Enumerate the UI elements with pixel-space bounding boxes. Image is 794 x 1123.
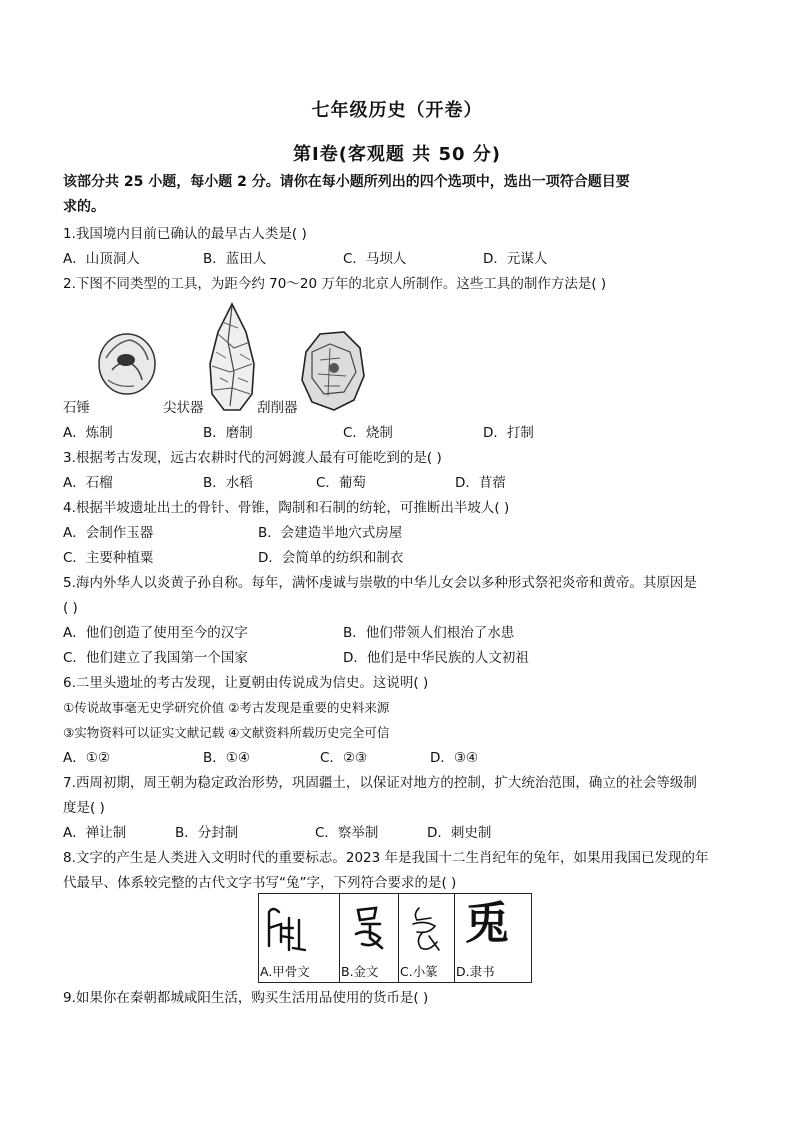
q1-option-d[interactable]: D．元谋人 <box>483 251 548 267</box>
small-seal-rabbit-glyph <box>399 898 454 962</box>
q1-option-c[interactable]: C．马坝人 <box>343 251 407 267</box>
stone-hammer-image <box>96 330 158 396</box>
rabbit-character-table <box>258 893 532 983</box>
q3-option-b[interactable]: B．水稻 <box>203 475 253 491</box>
cell-clerical[interactable] <box>455 894 532 983</box>
q6-statements-line2: ③实物资料可以证实文献记载 ④文献资料所载历史完全可信 <box>63 725 390 740</box>
q7-option-d[interactable]: D．刺史制 <box>427 825 492 841</box>
q2-stem: 2.下图不同类型的工具，为距今约 70～20 万年的北京人所制作。这些工具的制作方法是( ) <box>63 276 607 292</box>
q7-option-b[interactable]: B．分封制 <box>175 825 239 841</box>
q6-option-b[interactable]: B．①④ <box>203 750 250 766</box>
q7-option-a[interactable]: A．禅让制 <box>63 825 127 841</box>
caption-stone-hammer: 石锤 <box>63 400 90 416</box>
q5-option-d[interactable]: D．他们是中华民族的人文初祖 <box>343 650 529 666</box>
q4-option-c[interactable]: C．主要种植粟 <box>63 550 154 566</box>
q8-stem-line2: 代最早、体系较完整的古代文字书写“兔”字，下列符合要求的是( ) <box>63 875 457 891</box>
cell-label-small-seal: C.小篆 <box>400 964 438 979</box>
q5-option-c[interactable]: C．他们建立了我国第一个国家 <box>63 650 248 666</box>
q1-option-a[interactable]: A．山顶洞人 <box>63 251 140 267</box>
q3-option-c[interactable]: C．葡萄 <box>316 475 366 491</box>
q6-statements-line1: ①传说故事毫无史学研究价值 ②考古发现是重要的史料来源 <box>63 700 390 715</box>
caption-scraper: 刮削器 <box>257 400 298 416</box>
q2-option-d[interactable]: D．打制 <box>483 425 534 441</box>
clerical-rabbit-glyph: 兎 <box>465 898 509 949</box>
q4-option-a[interactable]: A．会制作玉器 <box>63 525 154 541</box>
q5-option-b[interactable]: B．他们带领人们根治了水患 <box>343 625 515 641</box>
caption-pointed-tool: 尖状器 <box>163 400 204 416</box>
bronze-rabbit-glyph <box>340 898 398 962</box>
q9-stem: 9.如果你在秦朝都城咸阳生活，购买生活用品使用的货币是( ) <box>63 990 429 1006</box>
q5-stem-line1: 5.海内外华人以炎黄子孙自称。每年，满怀虔诚与崇敬的中华儿女会以多种形式祭祀炎帝和黄帝。其原因是 <box>63 575 697 591</box>
cell-small-seal[interactable] <box>399 894 455 983</box>
q5-stem-line2: ( ) <box>63 600 78 616</box>
q4-option-d[interactable]: D．会简单的纺织和制衣 <box>258 550 404 566</box>
q6-option-a[interactable]: A．①② <box>63 750 110 766</box>
cell-label-clerical: D.隶书 <box>456 964 495 979</box>
q4-option-b[interactable]: B．会建造半地穴式房屋 <box>258 525 403 541</box>
q6-option-d[interactable]: D．③④ <box>430 750 479 766</box>
q1-stem: 1.我国境内目前已确认的最早古人类是( ) <box>63 226 307 242</box>
oracle-bone-rabbit-glyph <box>259 898 339 962</box>
exam-title: 七年级历史（开卷） <box>311 100 483 121</box>
q7-stem-line1: 7.西周初期，周王朝为稳定政治形势，巩固疆土，以保证对地方的控制，扩大统治范围，确立的社会等级制 <box>63 775 697 791</box>
q2-option-c[interactable]: C．烧制 <box>343 425 393 441</box>
q7-option-c[interactable]: C．察举制 <box>315 825 379 841</box>
q4-stem: 4.根据半坡遗址出土的骨针、骨锥，陶制和石制的纺轮，可推断出半坡人( ) <box>63 500 510 516</box>
q3-option-d[interactable]: D．苜蓿 <box>455 475 506 491</box>
cell-oracle-bone[interactable] <box>259 894 340 983</box>
instructions-line1: 该部分共 25 小题，每小题 2 分。请你在每小题所列出的四个选项中，选出一项符合题目要 <box>63 174 630 190</box>
q8-stem-line1: 8.文字的产生是人类进入文明时代的重要标志。2023 年是我国十二生肖纪年的兔年，如果用我国已发现的年 <box>63 850 709 866</box>
cell-label-oracle-bone: A.甲骨文 <box>260 964 310 979</box>
q5-option-a[interactable]: A．他们创造了使用至今的汉字 <box>63 625 248 641</box>
scraper-image <box>300 330 366 412</box>
q6-stem: 6.二里头遗址的考古发现，让夏朝由传说成为信史。这说明( ) <box>63 675 429 691</box>
q6-option-c[interactable]: C．②③ <box>320 750 368 766</box>
q3-option-a[interactable]: A．石榴 <box>63 475 113 491</box>
q3-stem: 3.根据考古发现，远古农耕时代的河姆渡人最有可能吃到的是( ) <box>63 450 442 466</box>
instructions-line2: 求的。 <box>63 199 105 215</box>
q1-option-b[interactable]: B．蓝田人 <box>203 251 267 267</box>
section-title: 第Ⅰ卷(客观题 共 50 分) <box>293 144 501 165</box>
q7-stem-line2: 度是( ) <box>63 800 105 816</box>
pointed-tool-image <box>204 302 260 414</box>
cell-label-bronze: B.金文 <box>341 964 379 979</box>
q2-option-b[interactable]: B．磨制 <box>203 425 253 441</box>
cell-bronze[interactable] <box>340 894 399 983</box>
q2-option-a[interactable]: A．炼制 <box>63 425 113 441</box>
